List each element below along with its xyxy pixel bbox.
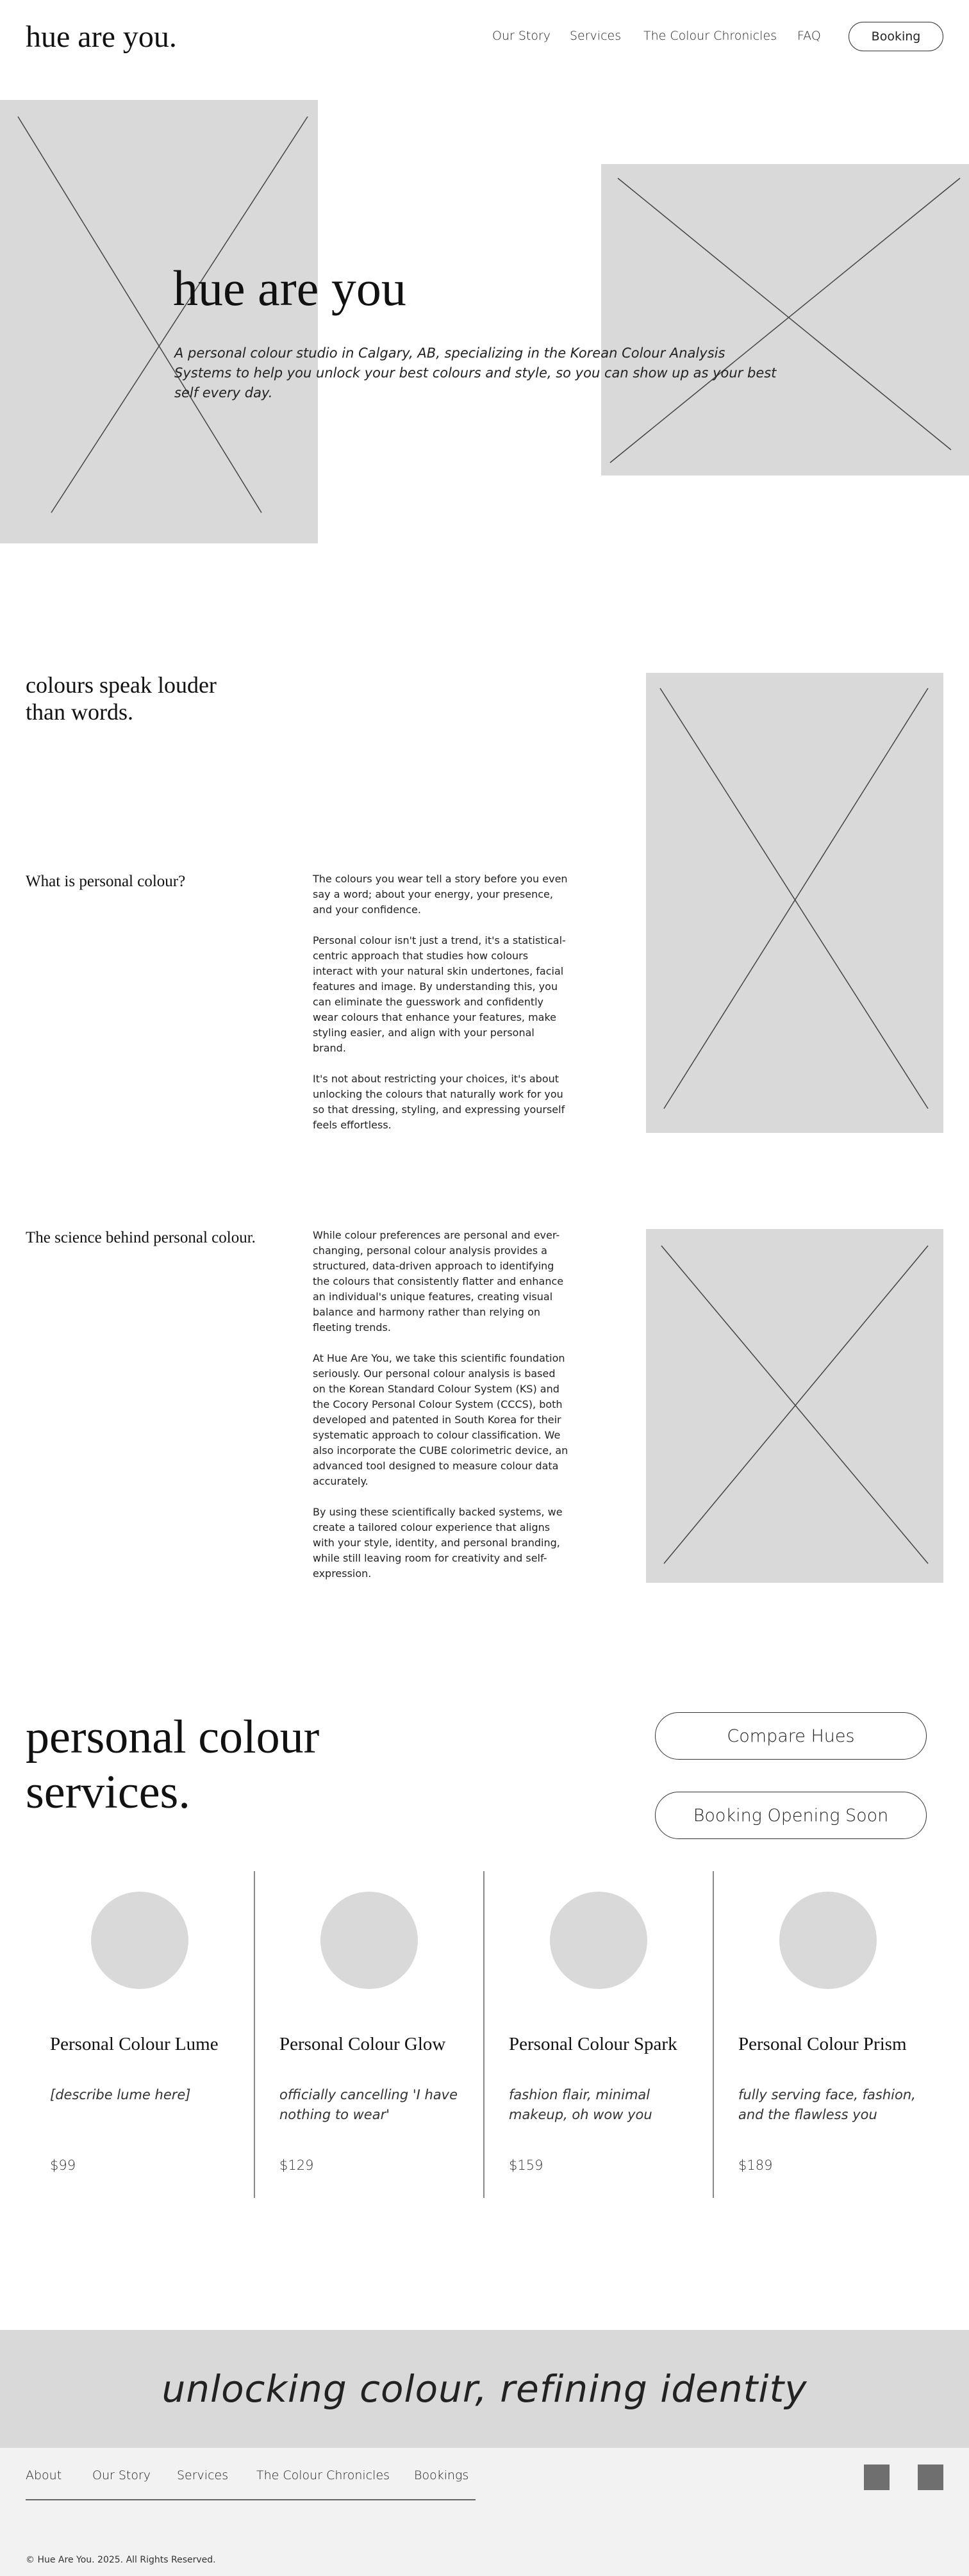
service-card-image [779, 1892, 877, 1989]
service-card-title[interactable]: Personal Colour Glow [279, 2034, 446, 2054]
booking-opening-soon-button[interactable]: Booking Opening Soon [655, 1792, 927, 1839]
nav-faq[interactable]: FAQ [797, 29, 821, 43]
card-divider [254, 1871, 255, 2198]
social-icon[interactable] [864, 2465, 890, 2490]
footer-link-about[interactable]: About [26, 2468, 62, 2482]
service-card-price: $129 [279, 2158, 314, 2173]
service-card-description: officially cancelling 'I have nothing to wear' [279, 2087, 458, 2122]
science-image-placeholder [646, 1229, 943, 1583]
what-is-paragraph: The colours you wear tell a story before you even say a word; about your energy, your presence, and your confidence. [313, 873, 568, 916]
copyright: © Hue Are You. 2025. All Rights Reserved. [26, 2555, 216, 2565]
footer-link-colour-chronicles[interactable]: The Colour Chronicles [256, 2468, 390, 2482]
what-is-paragraph: It's not about restricting your choices, it's about unlocking the colours that naturally work for you so that dressing, styling, and expressing yourself feels effortless. [313, 1073, 565, 1131]
hero-image-placeholder-right [601, 164, 969, 475]
card-divider [483, 1871, 485, 2198]
science-paragraph: At Hue Are You, we take this scientific foundation seriously. Our personal colour analysis is based on the Korean Standard Colour System (KS) and the Cocory Personal Colour System (CCCS), both developed and patented in South Korea for their systematic approach to colour classification. We also incorporate the CUBE colorimetric device, an advanced tool designed to measure colour data accurately. [313, 1352, 568, 1487]
what-is-text [313, 871, 569, 1148]
science-paragraph: While colour preferences are personal and ever-changing, personal colour analysis provides a structured, data-driven approach to identifying the colours that consistently flatter and enhance an individual's unique features, creating visual balance and harmony rather than relying on fleeting trends. [313, 1229, 564, 1333]
nav-services[interactable]: Services [570, 29, 622, 43]
footer-link-bookings[interactable]: Bookings [414, 2468, 469, 2482]
footer-link-our-story[interactable]: Our Story [92, 2468, 151, 2482]
footer-divider [26, 2499, 476, 2500]
service-card-price: $99 [50, 2158, 76, 2173]
science-paragraph: By using these scientifically backed systems, we create a tailored colour experience that aligns with your style, identity, and personal branding, while still leaving room for creativity and self-expression. [313, 1506, 563, 1580]
service-card-description: [describe lume here] [50, 2087, 191, 2102]
tagline-banner [0, 2330, 969, 2448]
service-card-title[interactable]: Personal Colour Prism [738, 2034, 907, 2054]
what-is-heading: What is personal colour? [26, 873, 186, 890]
service-card-image [91, 1892, 188, 1989]
service-card-description: fully serving face, fashion, and the flawless you [738, 2087, 916, 2122]
banner-text: unlocking colour, refining identity [162, 2367, 808, 2411]
compare-hues-button[interactable]: Compare Hues [655, 1712, 927, 1760]
nav-our-story[interactable]: Our Story [492, 29, 551, 43]
science-heading: The science behind personal colour. [26, 1229, 256, 1246]
footer-link-services[interactable]: Services [177, 2468, 229, 2482]
card-divider [713, 1871, 714, 2198]
colours-heading: colours speak louder than words. [26, 672, 217, 725]
science-text [313, 1228, 569, 1597]
about-image-placeholder [646, 673, 943, 1133]
service-card-title[interactable]: Personal Colour Spark [509, 2034, 677, 2054]
hero-image-placeholder-left [0, 100, 318, 543]
hero-title: hue are you [173, 260, 406, 316]
service-card-price: $189 [738, 2158, 773, 2173]
booking-button[interactable]: Booking [849, 22, 943, 51]
service-card-image [550, 1892, 647, 1989]
site-logo[interactable]: hue are you. [26, 20, 177, 54]
services-heading: personal colour services. [26, 1711, 320, 1819]
hero-subtitle: A personal colour studio in Calgary, AB, specializing in the Korean Colour Analysis Systems to help you unlock your best colours and style, so you can show up as your best self every day. [174, 345, 777, 400]
service-card-description: fashion flair, minimal makeup, oh wow you [509, 2087, 652, 2122]
service-card-title[interactable]: Personal Colour Lume [50, 2034, 219, 2054]
service-card-image [320, 1892, 418, 1989]
social-icon[interactable] [918, 2465, 943, 2490]
service-card-price: $159 [509, 2158, 543, 2173]
what-is-paragraph: Personal colour isn't just a trend, it's a statistical-centric approach that studies how colours interact with your natural skin undertones, facial features and image. By understanding this, you can eliminate the guesswork and confidently wear colours that enhance your features, make styling easier, and align with your personal brand. [313, 934, 566, 1054]
nav-colour-chronicles[interactable]: The Colour Chronicles [643, 29, 777, 43]
